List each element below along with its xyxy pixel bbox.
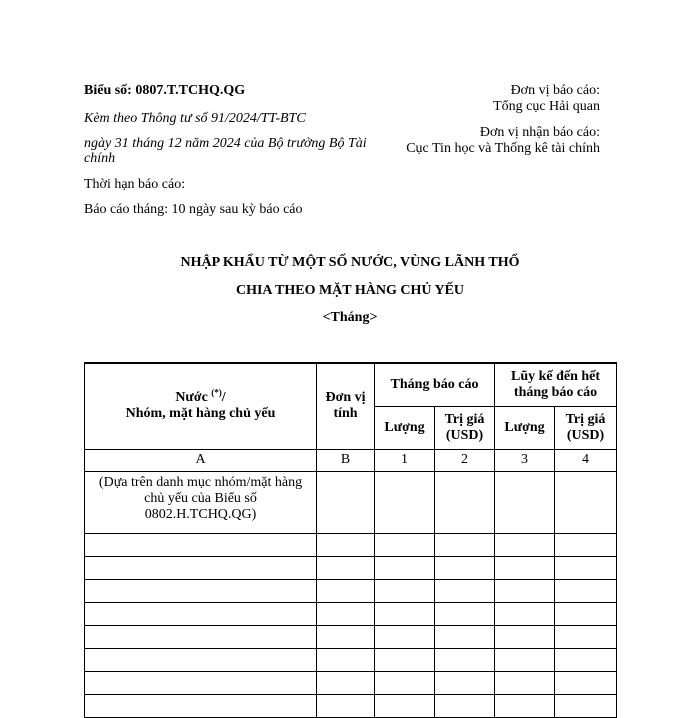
- table-cell: [435, 533, 495, 556]
- table-cell: [317, 533, 375, 556]
- table-cell: [85, 671, 317, 694]
- table-cell: [495, 556, 555, 579]
- table-cell: [555, 625, 617, 648]
- table-cell: [375, 602, 435, 625]
- code-cell: A: [85, 449, 317, 471]
- table-cell: [435, 471, 495, 533]
- header-month-group: Tháng báo cáo: [375, 363, 495, 406]
- first-row-note-line3: 0802.H.TCHQ.QG): [144, 506, 257, 522]
- table-cell: [85, 602, 317, 625]
- table-cell: [435, 602, 495, 625]
- table-cell: [85, 533, 317, 556]
- attached-circular: Kèm theo Thông tư số 91/2024/TT-BTC: [84, 111, 306, 126]
- header-unit-line2: tính: [333, 406, 358, 422]
- header-month-value: [435, 406, 495, 449]
- table-cell: [435, 625, 495, 648]
- table-cell: [435, 556, 495, 579]
- header-ytd-value-line1: Trị giá: [565, 411, 606, 427]
- table-cell: [555, 602, 617, 625]
- table-cell: [435, 671, 495, 694]
- table-cell: [555, 533, 617, 556]
- deadline-label: Thời hạn báo cáo:: [84, 177, 186, 192]
- code-cell: 2: [435, 449, 495, 471]
- form-code: Biểu số: 0807.T.TCHQ.QG: [84, 83, 246, 98]
- first-row-note-line2: chủ yếu của Biểu số: [144, 490, 257, 506]
- header-country-cell: [85, 363, 317, 449]
- header-group-label: Nhóm, mặt hàng chủ yếu: [125, 406, 276, 422]
- table-cell: [495, 579, 555, 602]
- header-month-quantity: Lượng: [375, 406, 435, 449]
- table-row: [85, 471, 617, 533]
- report-title-line2: CHIA THEO MẶT HÀNG CHỦ YẾU: [235, 283, 465, 298]
- table-row: [85, 602, 617, 625]
- table-cell: [435, 694, 495, 717]
- code-row: [85, 449, 617, 471]
- table-cell: [435, 648, 495, 671]
- table-cell: [375, 579, 435, 602]
- table-cell: [317, 694, 375, 717]
- table-row: [85, 556, 617, 579]
- table-cell: [317, 602, 375, 625]
- table-cell: [495, 671, 555, 694]
- header-ytd-value-line2: (USD): [566, 427, 605, 443]
- table-cell: [317, 556, 375, 579]
- report-title-line1: NHẬP KHẨU TỪ MỘT SỐ NƯỚC, VÙNG LÃNH THỔ: [180, 255, 520, 270]
- table-row: [85, 579, 617, 602]
- table-cell: [555, 694, 617, 717]
- table-cell: [495, 648, 555, 671]
- table-cell: [375, 671, 435, 694]
- deadline-value: Báo cáo tháng: 10 ngày sau kỳ báo cáo: [84, 202, 303, 217]
- table-row: [85, 625, 617, 648]
- table-cell: [555, 579, 617, 602]
- table-cell: [555, 648, 617, 671]
- header-country-slash: /: [221, 390, 226, 406]
- reporting-unit: Tổng cục Hải quan: [493, 99, 600, 114]
- table-cell: [495, 471, 555, 533]
- table-cell: [317, 625, 375, 648]
- header-ytd-line2: tháng báo cáo: [513, 384, 598, 400]
- table-cell: [317, 648, 375, 671]
- first-row-note: [85, 471, 317, 533]
- table-cell: [435, 579, 495, 602]
- table-cell: [375, 556, 435, 579]
- table-cell: [85, 579, 317, 602]
- table-row: [85, 533, 617, 556]
- header-ytd-group: [495, 363, 617, 406]
- table-cell: [375, 625, 435, 648]
- header-country-footnote: (*): [211, 387, 222, 398]
- first-row-note-line1: (Dựa trên danh mục nhóm/mặt hàng: [98, 474, 303, 490]
- header-month-value-line1: Trị giá: [444, 411, 485, 427]
- header-ytd-line1: Lũy kế đến hết: [510, 368, 601, 384]
- attached-date-line1: ngày 31 tháng 12 năm 2024 của Bộ trưởng Bộ Tài: [84, 136, 367, 151]
- table-cell: [495, 533, 555, 556]
- table-cell: [495, 694, 555, 717]
- table-cell: [555, 471, 617, 533]
- table-cell: [375, 694, 435, 717]
- table-row: [85, 648, 617, 671]
- header-unit-cell: [317, 363, 375, 449]
- code-cell: 3: [495, 449, 555, 471]
- table-cell: [317, 471, 375, 533]
- code-cell: B: [317, 449, 375, 471]
- table-cell: [555, 556, 617, 579]
- table-cell: [85, 556, 317, 579]
- header-country-label: Nước: [175, 390, 208, 406]
- attached-date-line2: chính: [84, 151, 116, 166]
- receiving-unit: Cục Tin học và Thống kê tài chính: [406, 141, 600, 156]
- header-ytd-value: [555, 406, 617, 449]
- receiving-unit-label: Đơn vị nhận báo cáo:: [479, 125, 600, 140]
- report-table: [84, 362, 617, 718]
- table-cell: [85, 625, 317, 648]
- table-cell: [555, 671, 617, 694]
- table-cell: [375, 471, 435, 533]
- table-row: [85, 694, 617, 717]
- table-cell: [85, 694, 317, 717]
- table-row: [85, 671, 617, 694]
- table-cell: [85, 648, 317, 671]
- header-ytd-quantity: Lượng: [495, 406, 555, 449]
- table-cell: [375, 648, 435, 671]
- code-cell: 1: [375, 449, 435, 471]
- code-cell: 4: [555, 449, 617, 471]
- table-cell: [495, 625, 555, 648]
- table-cell: [317, 671, 375, 694]
- table-cell: [495, 602, 555, 625]
- reporting-unit-label: Đơn vị báo cáo:: [510, 83, 600, 98]
- header-unit-line1: Đơn vị: [325, 390, 366, 406]
- header-month-value-line2: (USD): [445, 427, 484, 443]
- table-cell: [375, 533, 435, 556]
- report-period: <Tháng>: [322, 310, 378, 325]
- table-cell: [317, 579, 375, 602]
